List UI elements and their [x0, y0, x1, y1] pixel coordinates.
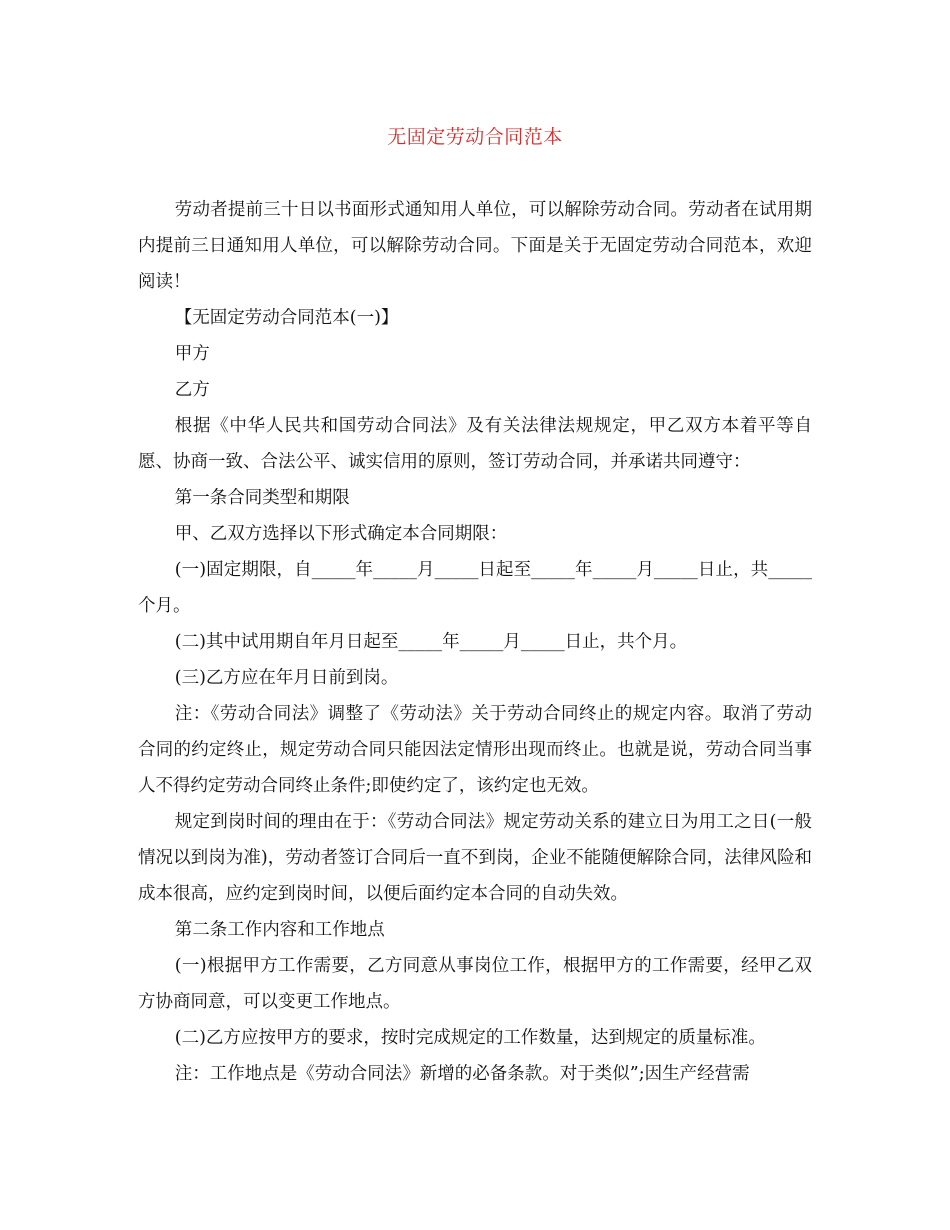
paragraph: 劳动者提前三十日以书面形式通知用人单位，可以解除劳动合同。劳动者在试用期内提前三日通知用人单位，可以解除劳动合同。下面是关于无固定劳动合同范本，欢迎阅读！ [138, 200, 812, 292]
clause: (二)其中试用期自年月日起至_____年_____月_____日止，共个月。 [174, 632, 688, 652]
article-heading: 第二条工作内容和工作地点 [174, 920, 385, 940]
note: 注：《劳动合同法》调整了《劳动法》关于劳动合同终止的规定内容。取消了劳动合同的约定终止，规定劳动合同只能因法定情形出现而终止。也就是说，劳动合同当事人不得约定劳动合同终止条件;即使约定了，该约定也无效。 [138, 704, 812, 796]
party-b-label: 乙方 [174, 380, 210, 400]
document-title: 无固定劳动合同范本 [387, 126, 563, 148]
clause: (一)固定期限，自_____年_____月_____日起至_____年_____月_____日止，共_____个月。 [138, 560, 812, 616]
paragraph: 根据《中华人民共和国劳动合同法》及有关法律法规规定，甲乙双方本着平等自愿、协商一致、合法公平、诚实信用的原则，签订劳动合同，并承诺共同遵守： [138, 416, 812, 472]
paragraph: 甲、乙双方选择以下形式确定本合同期限： [174, 524, 508, 544]
article-heading: 第一条合同类型和期限 [174, 488, 350, 508]
section-heading: 【无固定劳动合同范本(一)】 [174, 308, 399, 328]
note: 注：工作地点是《劳动合同法》新增的必备条款。对于类似”;因生产经营需 [174, 1064, 750, 1084]
document-body [138, 192, 812, 1092]
clause: (二)乙方应按甲方的要求，按时完成规定的工作数量，达到规定的质量标准。 [174, 1028, 766, 1048]
paragraph: 规定到岗时间的理由在于：《劳动合同法》规定劳动关系的建立日为用工之日(一般情况以到岗为准)，劳动者签订合同后一直不到岗，企业不能随便解除合同，法律风险和成本很高，应约定到岗时间，以便后面约定本合同的自动失效。 [138, 812, 812, 904]
clause: (一)根据甲方工作需要，乙方同意从事岗位工作，根据甲方的工作需要，经甲乙双方协商同意，可以变更工作地点。 [138, 956, 812, 1012]
party-a-label: 甲方 [174, 344, 210, 364]
clause: (三)乙方应在年月日前到岗。 [174, 668, 399, 688]
